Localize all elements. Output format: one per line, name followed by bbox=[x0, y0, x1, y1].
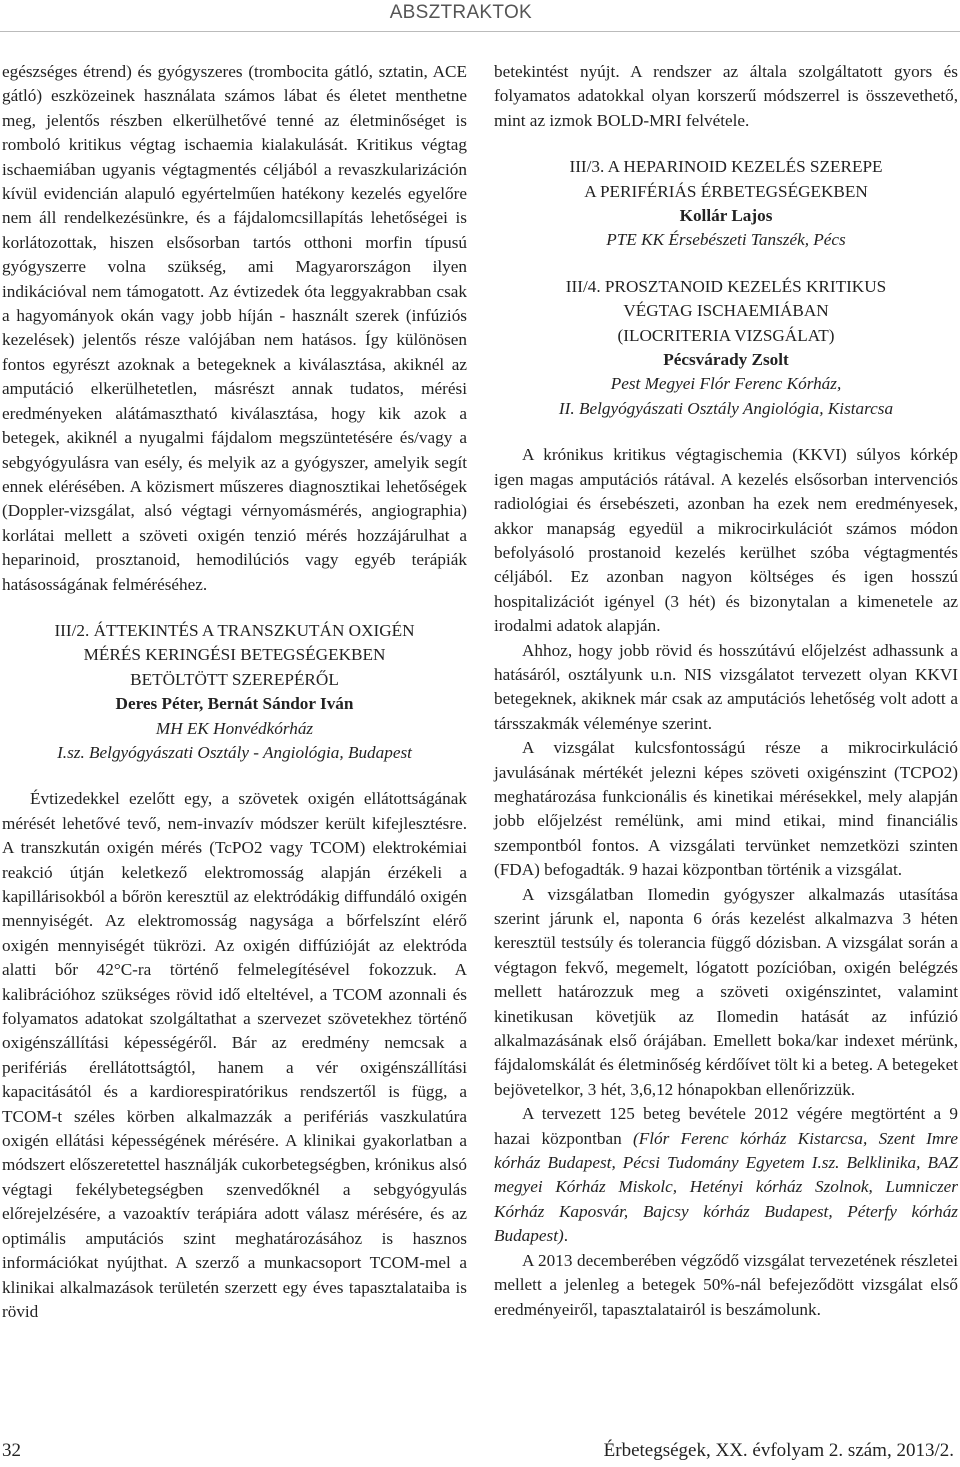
page-header bbox=[0, 0, 960, 32]
left-column bbox=[2, 60, 467, 1324]
section-title-line: MÉRÉS KERINGÉSI BETEGSÉGEKBEN bbox=[83, 645, 386, 665]
center-list-italic: (Flór Ferenc kórház Kistarcsa, Szent Imre kórház Budapest, Pécsi Tudomány Egyetem I.sz. Belklinika, BAZ megyei Kórház Miskolc, Hetényi kórház Szolnok, Lumniczer Kórház Kaposvár, Bajcsy kórház Budapest, Péterfy kórház Budapest) bbox=[494, 1128, 958, 1246]
section-authors: Pécsvárady Zsolt bbox=[663, 350, 789, 370]
section-affiliation-line: I.sz. Belgyógyászati Osztály - Angiológia, Budapest bbox=[57, 742, 412, 762]
section-heading-iii-4 bbox=[494, 275, 958, 421]
section-title-line: III/4. PROSZTANOID KEZELÉS KRITIKUS bbox=[565, 276, 887, 296]
paragraph-text: . bbox=[563, 1226, 568, 1246]
right-body-paragraph: A vizsgálat kulcsfontosságú része a mikrocirkuláció javulásának mértékét jelezni képes szöveti oxigénszint (TCPO2) meghatározása funkcionális és kinetikai mérésekkel, mely alapján jobb előjelzést remélünk, ami mind etikai, mind financiális szempontból fontos. A vizsgálati tervünket nemzetközi szinten (FDA) befogadták. 9 hazai központban történik a vizsgálat. bbox=[494, 738, 958, 880]
right-body-paragraph: A 2013 decemberében végződő vizsgálat tervezetének részletei mellett a jelenleg a betegek 50%-nál befejeződött vizsgálat első eredményeiről, tapasztalatairól is beszámolunk. bbox=[494, 1250, 958, 1319]
section-title-line: III/2. ÁTTEKINTÉS A TRANSZKUTÁN OXIGÉN bbox=[54, 620, 415, 640]
right-body-paragraph-centers bbox=[494, 1102, 958, 1248]
left-intro-paragraph: egészséges étrend) és gyógyszeres (trombocita gátló, sztatin, ACE gátló) eszközeinek használata számos lábat és életet menthetne meg, jelentős részben elkerülhetővé tenné az életminőséget is romboló kritikus végtag ischaemia kialakulását. Kritikus végtag ischaemiában ugyanis végtagmentés céljából a revaszkularizáción kívül evidencián alapuló egyértelműen hatékony kezelés egyelőre nem áll rendelkezésünkre, és a fájdalomcsillapítás lehetőségei is korlátozottak, hiszen elsősorban tartós otthoni morfin típusú gyógyszerre volna szükség, ami Magyarországon ilyen indikációval nem támogatott. Az évtizedek óta leggyakrabban csak a hagyományok okán vagy jobb híján - használt szerek (infúziós kezelések) jelentős része valójában nem hatásos. Így különösen fontos egyrészt azoknak a betegeknek a kiválasztása, akiknél az amputáció elkerülhetetlen, másrészt annak tudatos, mérési eredményeken alátámasztható kiválasztása, hogy kik azok a betegek, akiknél a nyugalmi fájdalom megszüntetésére és/vagy a sebgyógyulásra van esély, és melyik az a gyógyszer, amelyik segít ennek elérésében. A közismert műszeres diagnosztikai lehetőségek (Doppler-vizsgálat, alsó végtagi vérnyomásmérés, angiographia) korlátai mellett a szöveti oxigén tenzió mérés hozzájárulhat a heparinoid, prosztanoid, hemodilúciós vagy egyéb terápiák hatásosságának felméréséhez. bbox=[2, 62, 467, 594]
section-authors: Kollár Lajos bbox=[679, 206, 773, 226]
section-affiliation-line: Pest Megyei Flór Ferenc Kórház, bbox=[610, 374, 842, 394]
header-rule bbox=[0, 31, 960, 32]
journal-citation: Érbetegségek, XX. évfolyam 2. szám, 2013/2. bbox=[603, 1440, 954, 1461]
right-body-paragraph: A vizsgálatban Ilomedin gyógyszer alkalmazás utasítása szerint járunk el, naponta 6 órás kezelést alkalmazva 3 héten keresztül testsúly és tolerancia függő dózisban. A vizsgálat során a végtagon fekvő, megemelt, lógatott pozícióban, oxigén belégzés mellett határozzuk meg a szöveti oxigénszintet, valamint kinetikusan követjük az Ilomedin hatását az infúzió alkalmazásának első órájában. Emellett boka/kar indexet mérünk, fájdalomskálát és életminőség kérdőívet tölt ki a beteg. A betegeket bejövetelkor, 3 hét, 3,6,12 hónapokban ellenőrizzük. bbox=[494, 884, 958, 1099]
paragraph-text: A tervezett 125 beteg bevétele 2012 végére megtörtént a 9 hazai központban bbox=[494, 1104, 958, 1148]
section-affiliation-line: MH EK Honvédkórház bbox=[155, 718, 314, 738]
section-authors: Deres Péter, Bernát Sándor Iván bbox=[115, 694, 354, 714]
page-number: 32 bbox=[2, 1440, 21, 1461]
section-heading-iii-2 bbox=[2, 619, 467, 765]
section-title-line: VÉGTAG ISCHAEMIÁBAN bbox=[623, 301, 829, 321]
section-heading-iii-3 bbox=[494, 155, 958, 253]
section-title-line: BETÖLTÖTT SZEREPÉRŐL bbox=[130, 669, 339, 689]
right-intro-paragraph: betekintést nyújt. A rendszer az általa szolgáltatott gyors és folyamatos adatokkal olyan korszerű módszerrel is összevethető, mint az izmok BOLD-MRI felvétele. bbox=[494, 62, 958, 130]
right-body-paragraph: Ahhoz, hogy jobb rövid és hosszútávú előjelzést adhassunk a hatásáról, osztályunk u.n. NIS vizsgálatot tervezett olyan KKVI betegeknek, akiknek már csak az amputációs lehetőség volt adott a társszakmák véleménye szerint. bbox=[494, 640, 958, 733]
section-title-line: (ILOCRITERIA VIZSGÁLAT) bbox=[617, 325, 835, 345]
right-body-paragraph: A krónikus kritikus végtagischemia (KKVI) súlyos kórkép igen magas amputációs rátával. A kezelés elsősorban intervenciós radiológiai és érsebészeti, azonban ha ezek nem eredményesek, akkor manapság egyedül a mikrocirkulációt számos módon befolyásoló prostanoid kezelés kerülhet szóba végtagmentés céljából. Ez azonban nagyon költséges és igen hosszú hospitalizációt igényel (3 hét) és bizonytalan a kimenetele az irodalmi adatok alapján. bbox=[494, 445, 958, 636]
section-label: ABSZTRAKTOK bbox=[389, 2, 532, 23]
section-affiliation-line: II. Belgyógyászati Osztály Angiológia, Kistarcsa bbox=[558, 398, 894, 418]
section-title-line: III/3. A HEPARINOID KEZELÉS SZEREPE bbox=[569, 157, 883, 177]
section-title-line: A PERIFÉRIÁS ÉRBETEGSÉGEKBEN bbox=[584, 181, 868, 201]
section-affiliation-line: PTE KK Érsebészeti Tanszék, Pécs bbox=[606, 230, 846, 250]
left-body-paragraph: Évtizedekkel ezelőtt egy, a szövetek oxigén ellátottságának mérését lehetővé tevő, nem-invazív módszer került kifejlesztésre. A transzkután oxigén mérés (TcPO2 vagy TCOM) elektrokémiai reakció útján keletkező elektromosság alapján érzékeli a kapillárisokból a bőrön keresztül az elektródákig diffundáló oxigén mennyiségét. Az elektromosság nagysága a bőrfelszínt elérő oxigén mennyiségét tükrözi. Az oxigén diffúzióját az elektróda alatti bőr 42°C-ra történő felmelegítésével fokozzuk. A kalibrációhoz szükséges rövid idő elteltével, a TCOM azonnali és folyamatos adatokat szolgáltathat a szervezet szövetekhez történő oxigénszállítási képességéről. Bár az eredmény nemcsak a perifériás érellátottságtól, hanem a vér oxigénszállítási kapacitásától és a kardiorespiratórikus rendszertől is függ, a TCOM-t széles körben alkalmazzák a perifériás vaszkulatúra oxigén ellátási képességének mérésére. A klinikai gyakorlatban a módszert előszeretettel használják cukorbetegségben, krónikus alsó végtagi fekélybetegségben szenvedőknél a sebgyógyulás előrejelzésére, a vazoaktív terápiára adott válasz mérésére, és az optimális amputációs szint meghatározásához is hasznos információkat nyújthat. A szerző a munkacsoport TCOM-mel a klinikai alkalmazások területén szerzett egy éves tapasztalataiba is rövid bbox=[2, 789, 467, 1321]
right-column bbox=[494, 60, 958, 1322]
